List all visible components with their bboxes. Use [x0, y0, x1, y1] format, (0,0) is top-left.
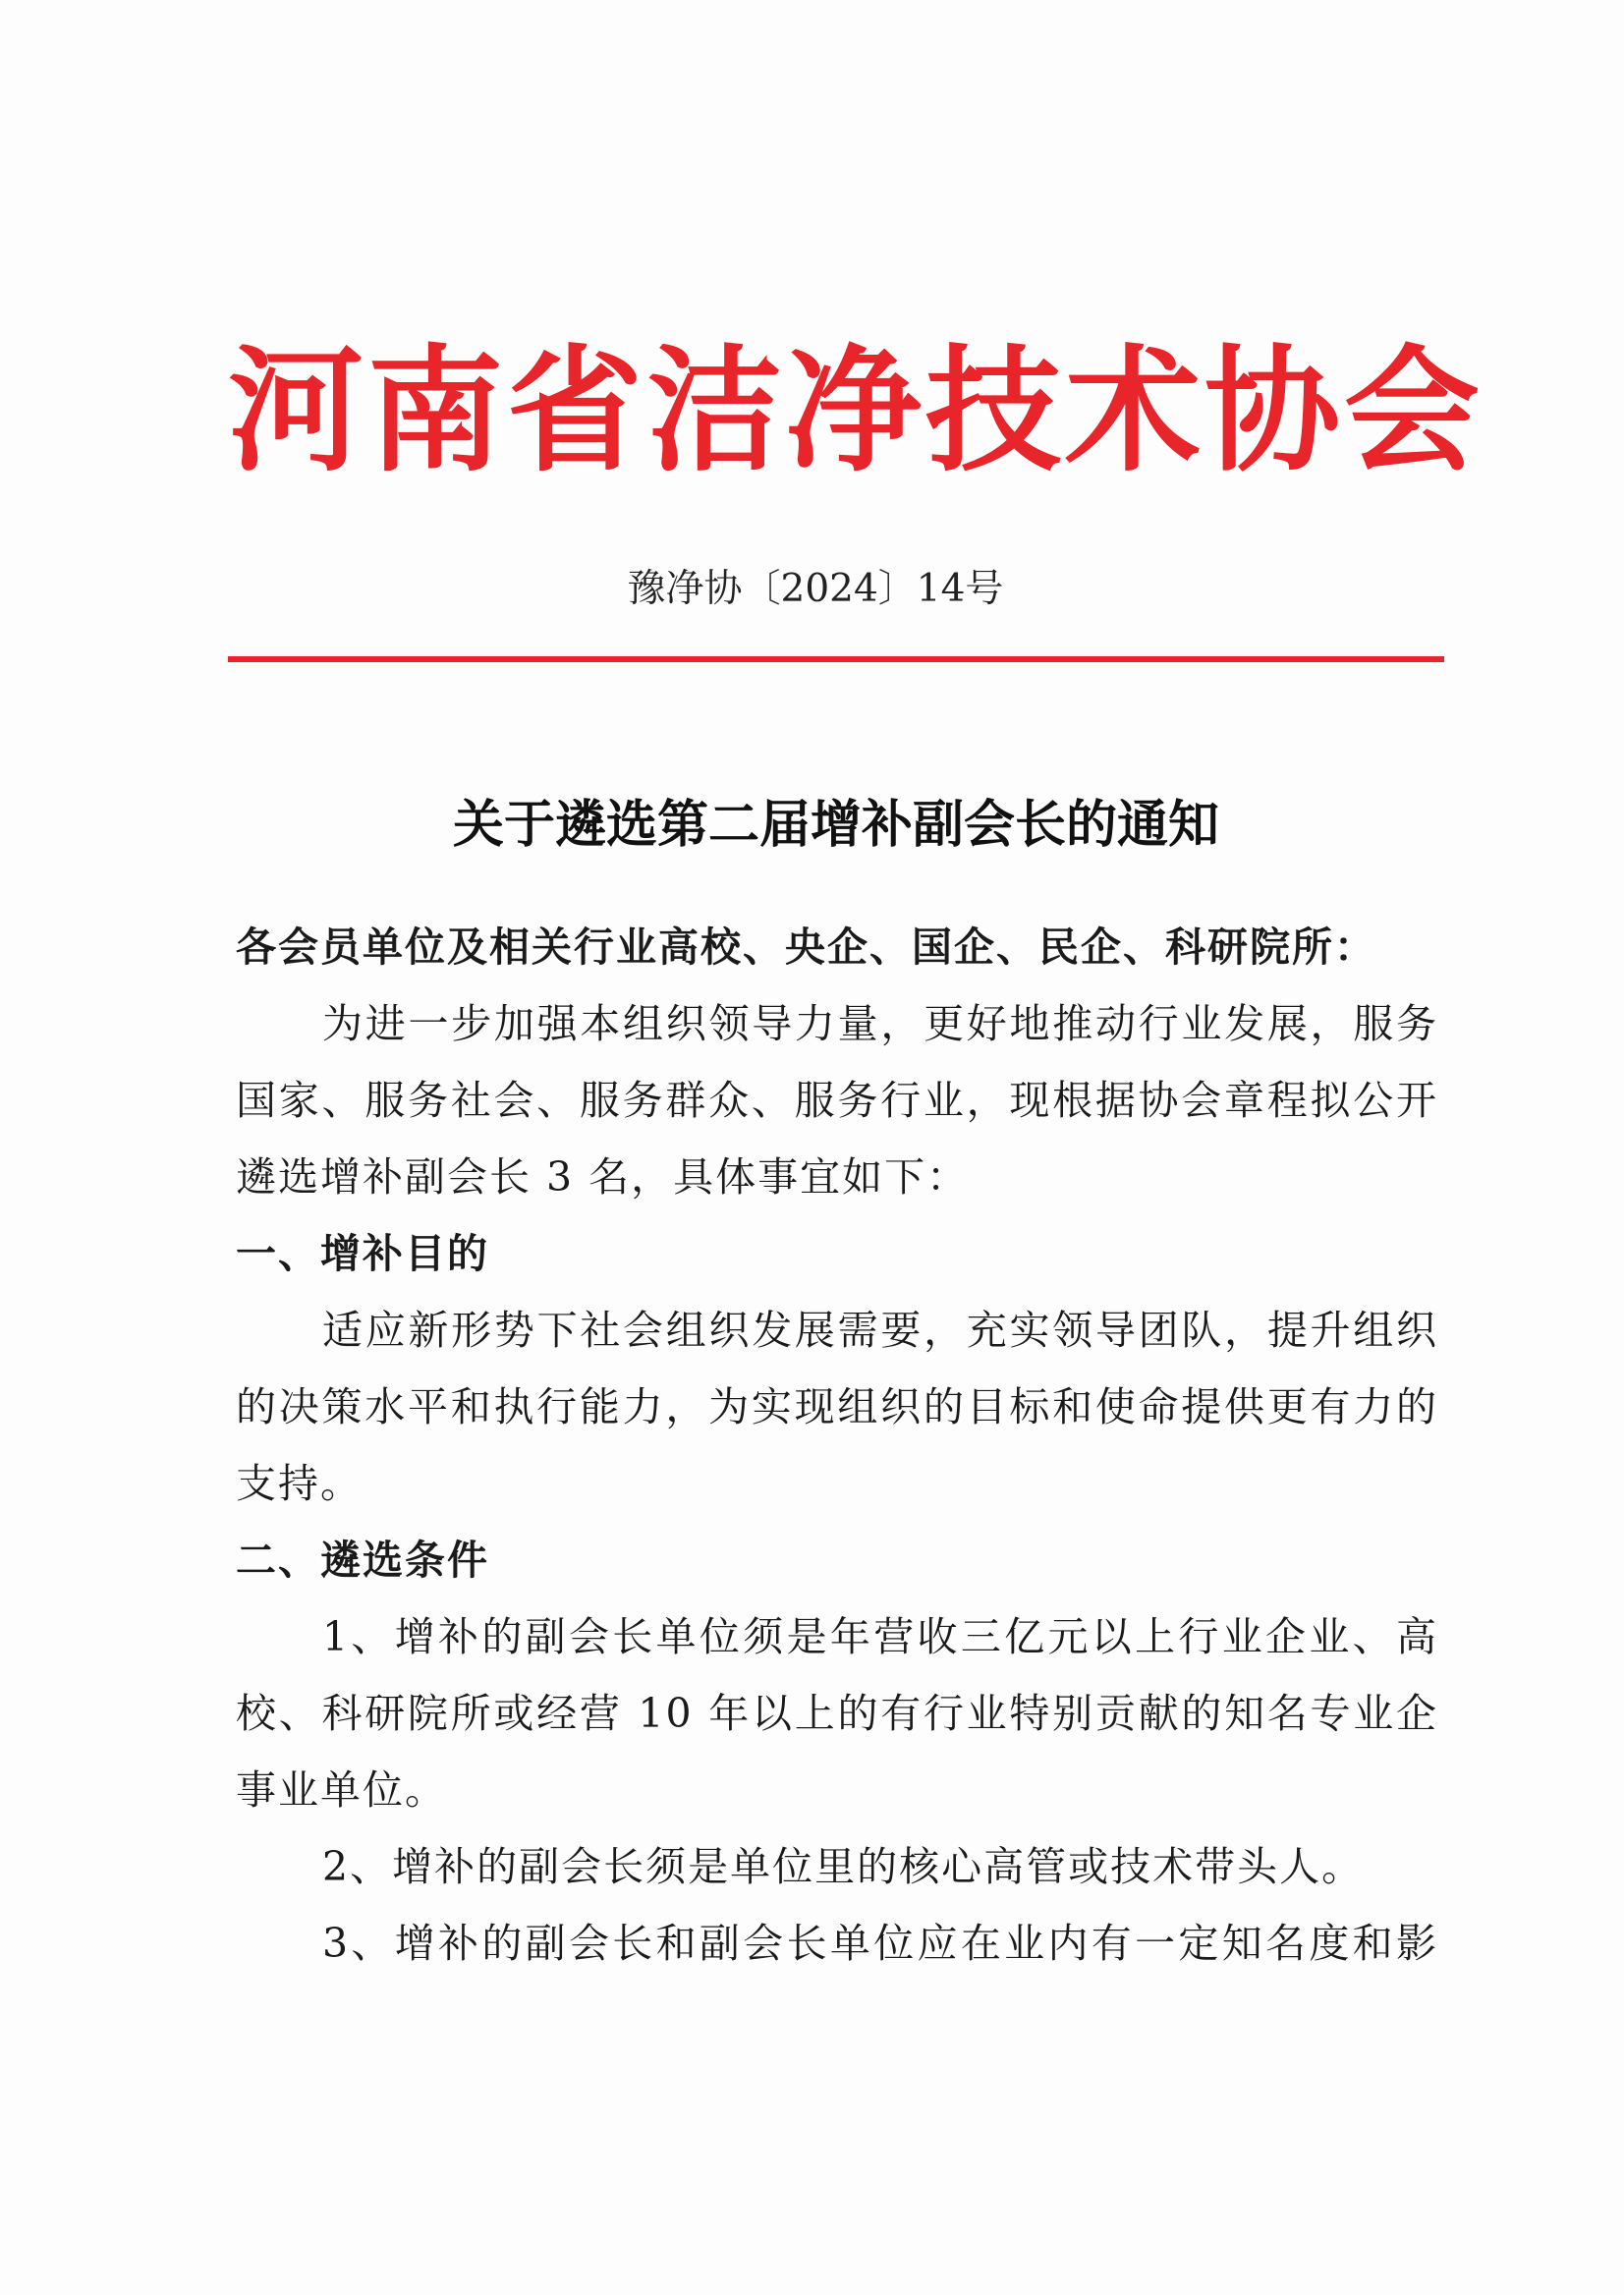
org-masthead: 河南省洁净技术协会: [228, 330, 1484, 490]
paragraph-line: 支持。: [236, 1460, 363, 1507]
condition-line: 3、增补的副会长和副会长单位应在业内有一定知名度和影: [322, 1920, 1438, 1967]
condition-line: 2、增补的副会长须是单位里的核心高管或技术带头人。: [322, 1843, 1365, 1890]
intro-line: 遴选增补副会长 3 名，具体事宜如下：: [236, 1153, 970, 1201]
notice-title: 关于遴选第二届增补副会长的通知: [452, 796, 1219, 855]
document-number: 豫净协〔2024〕14号: [627, 567, 1004, 611]
condition-line: 事业单位。: [236, 1766, 447, 1814]
condition-line: 校、科研院所或经营 10 年以上的有行业特别贡献的知名专业企: [236, 1690, 1438, 1737]
intro-line: 为进一步加强本组织领导力量，更好地推动行业发展，服务: [322, 1000, 1438, 1047]
section-heading: 一、增补目的: [236, 1230, 489, 1277]
salutation: 各会员单位及相关行业高校、央企、国企、民企、科研院所：: [236, 924, 1376, 971]
paragraph-line: 适应新形势下社会组织发展需要，充实领导团队，提升组织: [322, 1307, 1438, 1354]
condition-line: 1、增补的副会长单位须是年营收三亿元以上行业企业、高: [322, 1613, 1438, 1660]
red-divider-line: [228, 656, 1444, 662]
notice-body: [236, 909, 1438, 1982]
section-heading: 二、遴选条件: [236, 1537, 489, 1584]
intro-line: 国家、服务社会、服务群众、服务行业，现根据协会章程拟公开: [236, 1077, 1438, 1124]
paragraph-line: 的决策水平和执行能力，为实现组织的目标和使命提供更有力的: [236, 1383, 1438, 1430]
